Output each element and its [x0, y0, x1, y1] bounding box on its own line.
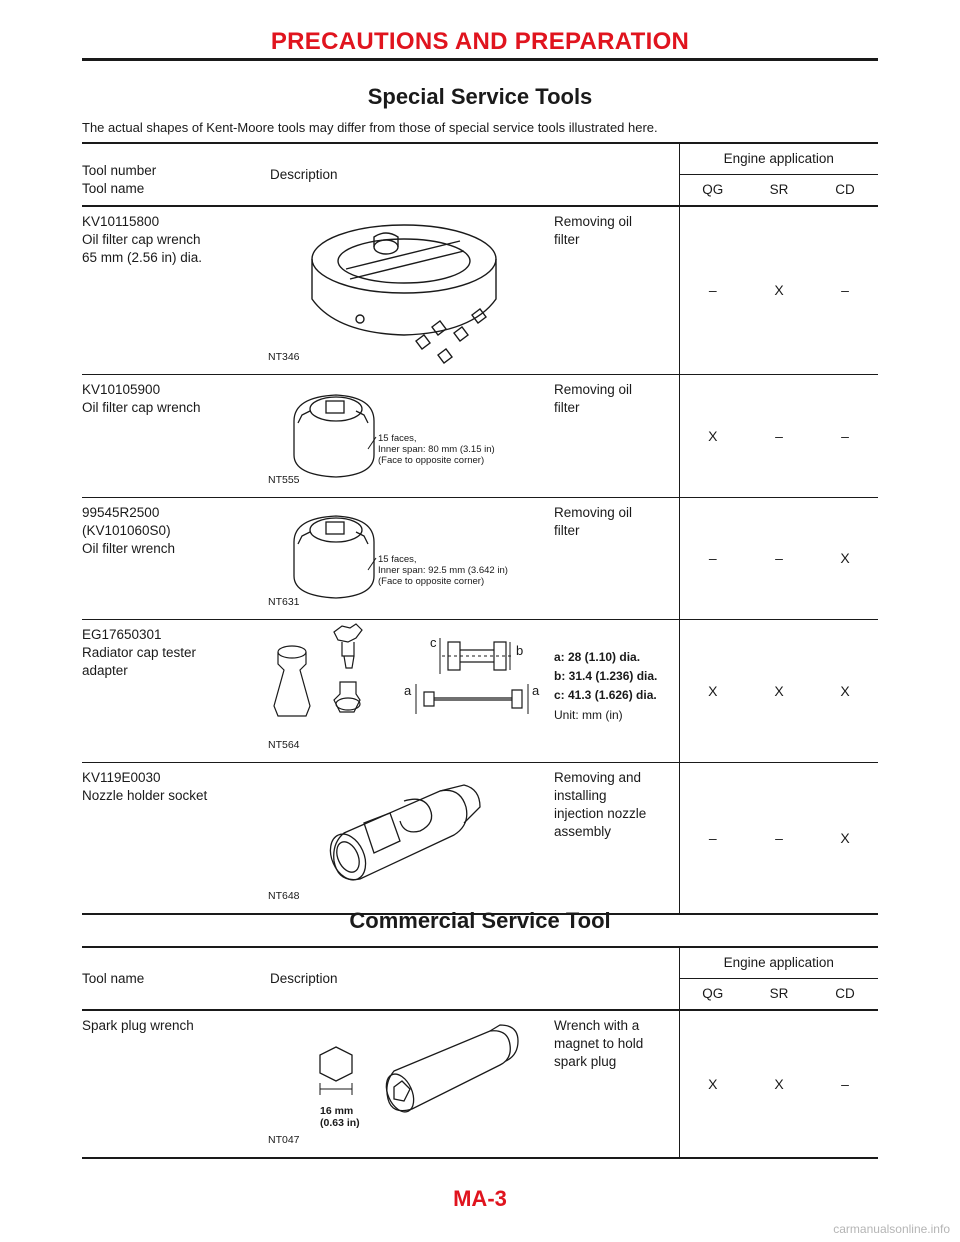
figure-code: NT555 [268, 473, 300, 486]
engine-application-cell: – [679, 497, 746, 619]
tool-description-cell [550, 762, 679, 914]
engine-application-cell: X [746, 1010, 812, 1158]
tool-illustration-cell [264, 1010, 550, 1158]
oil-filter-cap-wrench-illustration [264, 207, 550, 373]
description-line: injection nozzle [554, 805, 647, 821]
col-header-engine: CD [812, 175, 878, 207]
description-line: assembly [554, 823, 612, 839]
table-row [82, 374, 878, 497]
tool-name-cell: Spark plug wrench [82, 1010, 264, 1158]
col-header-engine: QG [679, 175, 746, 207]
engine-application-cell: – [679, 206, 746, 374]
header-rule [82, 58, 878, 61]
page-number: MA-3 [453, 1186, 507, 1211]
dimension-label-a: a [532, 682, 540, 698]
description-line: filter [554, 232, 580, 247]
commercial-tool-table [82, 946, 878, 1159]
tool-spec-note [378, 433, 495, 466]
description-line: spark plug [554, 1054, 617, 1069]
engine-application-cell: X [746, 206, 812, 374]
engine-application-cell: X [812, 497, 878, 619]
spec-line: (0.63 in) [320, 1117, 360, 1129]
description-line: Wrench with a [554, 1018, 640, 1033]
tool-number: EG17650301 [82, 626, 162, 642]
col-header-description: Description [264, 947, 679, 1010]
engine-application-cell: – [746, 762, 812, 914]
description-line: filter [554, 399, 580, 415]
spec-line: 15 faces, [378, 432, 417, 444]
engine-application-cell: X [812, 762, 878, 914]
figure-code: NT564 [268, 738, 300, 751]
engine-application-cell: – [812, 206, 878, 374]
engine-application-cell: X [679, 619, 746, 762]
tool-description-cell [550, 374, 679, 497]
engine-application-cell: X [679, 374, 746, 497]
col-header-engine: CD [812, 979, 878, 1011]
tool-illustration-cell [264, 497, 550, 619]
spec-line: Inner span: 80 mm (3.15 in) [378, 443, 495, 455]
tool-name-cell [82, 497, 264, 619]
col-header-engine-application: Engine application [679, 143, 878, 175]
table-row [82, 206, 878, 374]
spec-line: 16 mm [320, 1105, 354, 1117]
tool-number: KV119E0030 [82, 769, 161, 785]
dimension-label-c: c [430, 634, 437, 650]
tool-name: Oil filter wrench [82, 540, 176, 556]
special-tools-intro: The actual shapes of Kent-Moore tools may differ from those of special service tools illustrated here. [82, 120, 658, 135]
engine-application-cell: – [679, 762, 746, 914]
tool-name-cell [82, 619, 264, 762]
dimension-label-a: a [404, 682, 412, 698]
col-header-tool [82, 143, 264, 206]
engine-application-cell: – [812, 374, 878, 497]
description-line: Removing oil [554, 214, 633, 229]
site-watermark[interactable]: carmanualsonline.info [833, 1222, 950, 1236]
tool-number: 99545R2500 [82, 504, 160, 520]
nozzle-holder-socket-illustration [264, 763, 550, 913]
col-header-tool-number: Tool number [82, 162, 157, 178]
col-header-description: Description [264, 143, 679, 206]
tool-description-cell [550, 497, 679, 619]
table-row [82, 497, 878, 619]
tool-name: adapter [82, 662, 128, 678]
engine-application-cell: – [746, 497, 812, 619]
dimension-spec: b: 31.4 (1.236) dia. [554, 668, 658, 683]
tool-illustration-cell [264, 206, 550, 374]
tool-illustration-cell [264, 762, 550, 914]
engine-application-cell: – [812, 1010, 878, 1158]
table-row [82, 619, 878, 762]
engine-application-cell: X [746, 619, 812, 762]
tool-name: Oil filter cap wrench [82, 232, 201, 247]
tool-illustration-cell [264, 619, 550, 762]
figure-code: NT047 [268, 1134, 300, 1146]
tool-name-cell [82, 374, 264, 497]
tool-illustration-cell [264, 374, 550, 497]
col-header-engine: QG [679, 979, 746, 1011]
engine-application-cell: – [746, 374, 812, 497]
tool-description-cell [550, 1010, 679, 1158]
table-row [82, 1010, 878, 1158]
tool-number: KV10105900 [82, 381, 161, 397]
figure-code: NT631 [268, 595, 300, 608]
dimension-spec: c: 41.3 (1.626) dia. [554, 687, 657, 702]
tool-name-cell [82, 206, 264, 374]
dimension-spec: a: 28 (1.10) dia. [554, 649, 641, 664]
tool-number: (KV101060S0) [82, 522, 171, 538]
spec-line: (Face to opposite corner) [378, 454, 485, 466]
tool-description-cell [550, 206, 679, 374]
col-header-engine: SR [746, 175, 812, 207]
commercial-tool-title: Commercial Service Tool [349, 908, 611, 933]
col-header-engine: SR [746, 979, 812, 1011]
spec-line: Inner span: 92.5 mm (3.642 in) [378, 564, 508, 576]
dimension-label-b: b [516, 642, 524, 658]
description-line: Removing and [554, 769, 642, 785]
table-row [82, 762, 878, 914]
figure-code: NT346 [268, 350, 300, 363]
tool-name: Nozzle holder socket [82, 787, 208, 803]
page-header-title: PRECAUTIONS AND PREPARATION [270, 28, 690, 55]
description-line: magnet to hold [554, 1036, 644, 1051]
dimension-spec-cell [550, 619, 679, 762]
spark-plug-wrench-illustration [264, 1011, 550, 1157]
engine-application-cell: X [812, 619, 878, 762]
col-header-tool-name: Tool name [82, 180, 145, 196]
spec-line: 15 faces, [378, 553, 417, 565]
engine-application-cell: X [679, 1010, 746, 1158]
unit-note: Unit: mm (in) [554, 707, 623, 722]
col-header-engine-application: Engine application [679, 947, 878, 979]
tool-name: Oil filter cap wrench [82, 399, 201, 415]
special-tools-title: Special Service Tools [367, 84, 593, 109]
tool-number: KV10115800 [82, 214, 160, 229]
tool-spec-note [378, 554, 508, 587]
spec-line: (Face to opposite corner) [378, 575, 485, 587]
description-line: filter [554, 522, 580, 538]
description-line: Removing oil [554, 504, 633, 520]
description-line: Removing oil [554, 381, 633, 397]
tool-name: 65 mm (2.56 in) dia. [82, 250, 203, 265]
col-header-tool-name: Tool name [82, 947, 264, 1010]
tool-name: Radiator cap tester [82, 644, 197, 660]
tool-spec-note [320, 1105, 360, 1129]
tool-name-cell [82, 762, 264, 914]
figure-code: NT648 [268, 890, 300, 902]
special-tools-table [82, 142, 878, 915]
description-line: installing [554, 787, 607, 803]
